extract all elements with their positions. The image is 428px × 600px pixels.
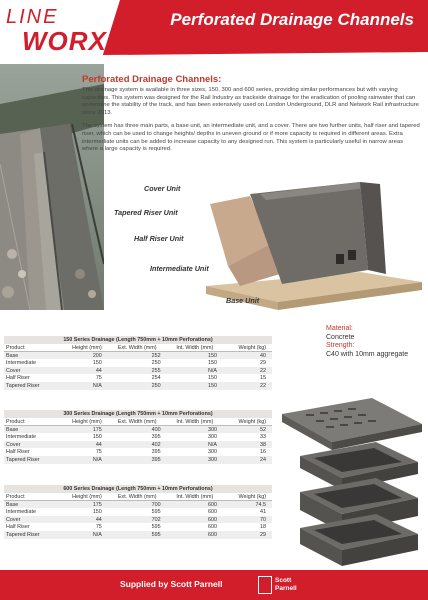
cell: 252 — [108, 352, 167, 360]
brand-line-2: Parnell — [275, 585, 297, 592]
cell: 595 — [108, 508, 167, 516]
table-row — [4, 501, 272, 509]
table-600-series — [4, 485, 272, 539]
table-row — [4, 441, 272, 449]
cell: 150 — [56, 359, 108, 367]
label-half-riser-unit: Half Riser Unit — [134, 234, 184, 243]
cell: 600 — [167, 501, 223, 509]
cell: 75 — [56, 523, 108, 531]
table-row — [4, 359, 272, 367]
intro-section — [82, 74, 420, 160]
cell: 300 — [167, 456, 223, 464]
cell: Tapered Riser — [4, 382, 56, 390]
table-header: Product — [4, 418, 56, 426]
cell: Half Riser — [4, 523, 56, 531]
strength-value: C40 with 10mm aggregate — [326, 350, 409, 358]
label-tapered-riser-unit: Tapered Riser Unit — [114, 208, 178, 217]
table-header: Ext. Width (mm) — [108, 344, 167, 352]
cell: Base — [4, 426, 56, 434]
table-row — [4, 448, 272, 456]
cell: 395 — [108, 456, 167, 464]
cell: 44 — [56, 516, 108, 524]
cell: 15 — [223, 374, 272, 382]
table-header: Height (mm) — [56, 493, 108, 501]
cell: 29 — [223, 359, 272, 367]
cell: 74.5 — [223, 501, 272, 509]
cell: Intermediate — [4, 359, 56, 367]
cell: 300 — [167, 448, 223, 456]
cell: 38 — [223, 441, 272, 449]
brand-line-1: Scott — [275, 577, 292, 584]
logo-worx-text: WORX — [22, 26, 107, 56]
table-header: Weight (kg) — [223, 418, 272, 426]
table-300-series — [4, 410, 272, 464]
table-caption: 600 Series Drainage (Length 750mm + 10mm Perforations) — [4, 485, 272, 493]
page-header — [0, 0, 428, 64]
cell: 75 — [56, 448, 108, 456]
table-header: Product — [4, 344, 56, 352]
cell: 16 — [223, 448, 272, 456]
exploded-units-illustration — [276, 362, 426, 567]
cell: 150 — [167, 382, 223, 390]
cell: N/A — [56, 531, 108, 539]
cell: 600 — [167, 508, 223, 516]
cell: 41 — [223, 508, 272, 516]
cell: Half Riser — [4, 448, 56, 456]
cell: 200 — [56, 352, 108, 360]
cell: 300 — [167, 426, 223, 434]
table-header: Product — [4, 493, 56, 501]
cell: 33 — [223, 433, 272, 441]
table-caption: 150 Series Drainage (Length 750mm + 10mm Perforations) — [4, 336, 272, 344]
cell: 70 — [223, 516, 272, 524]
table-row — [4, 352, 272, 360]
table-row — [4, 433, 272, 441]
cell: 400 — [108, 426, 167, 434]
cell: Half Riser — [4, 374, 56, 382]
table-row — [4, 531, 272, 539]
product-diagram — [110, 174, 422, 316]
material-value: Concrete — [326, 333, 355, 341]
cell: 150 — [167, 374, 223, 382]
supplied-by-text: Supplied by Scott Parnell — [120, 579, 223, 589]
cell: 175 — [56, 501, 108, 509]
intro-paragraph-2: The system has three main parts, a base unit, an intermediate unit, and a cover. There are two further units, half riser and tapered riser, which can be used to change heights/ depths in uneven ground or if more capacity is required in different areas. Extra intermediate units can be added to increase capacity to any designed run. This system is particularly useful in narrow areas where a large capacity is required. — [82, 123, 420, 153]
cell: 22 — [223, 367, 272, 375]
label-cover-unit: Cover Unit — [144, 184, 181, 193]
table-caption: 300 Series Drainage (Length 750mm + 10mm Perforations) — [4, 410, 272, 418]
label-intermediate-unit: Intermediate Unit — [150, 264, 209, 273]
table-row — [4, 367, 272, 375]
cell: 600 — [167, 531, 223, 539]
cell: N/A — [56, 456, 108, 464]
cell: 150 — [167, 352, 223, 360]
table-row — [4, 382, 272, 390]
table-row — [4, 523, 272, 531]
cell: Base — [4, 352, 56, 360]
cell: Intermediate — [4, 433, 56, 441]
cell: 600 — [167, 516, 223, 524]
drainage-channel-illustration — [110, 174, 422, 316]
cell: N/A — [56, 382, 108, 390]
cell: 75 — [56, 374, 108, 382]
cell: 22 — [223, 382, 272, 390]
cell: 595 — [108, 523, 167, 531]
cell: 150 — [56, 508, 108, 516]
cell: 44 — [56, 367, 108, 375]
table-row — [4, 516, 272, 524]
material-label: Material: — [326, 325, 353, 332]
cell: 175 — [56, 426, 108, 434]
cell: Cover — [4, 516, 56, 524]
table-row — [4, 374, 272, 382]
cell: 254 — [108, 374, 167, 382]
intro-paragraph-1: This drainage system is available in three sizes, 150, 300 and 600 series, providing similar performances but with varying capacities. This system was designed for the Rail Industry as trackside drainage for the eradication of pooling rainwater that can undermine the stability of the track, and has been extensively used on London Underground, DLR and Network Rail infrastructure since 2013. — [82, 87, 419, 116]
cell: Cover — [4, 441, 56, 449]
cell: 250 — [108, 382, 167, 390]
cell: 700 — [108, 501, 167, 509]
cell: N/A — [167, 441, 223, 449]
logo-line-text: LINE — [6, 6, 59, 28]
cell: 702 — [108, 516, 167, 524]
table-row — [4, 426, 272, 434]
cell: 402 — [108, 441, 167, 449]
cell: 44 — [56, 441, 108, 449]
table-header: Height (mm) — [56, 418, 108, 426]
cell: 395 — [108, 433, 167, 441]
material-info — [326, 325, 426, 359]
cell: 600 — [167, 523, 223, 531]
intro-heading: Perforated Drainage Channels: — [82, 74, 222, 85]
cell: 150 — [56, 433, 108, 441]
table-row — [4, 456, 272, 464]
cell: Cover — [4, 367, 56, 375]
scott-parnell-logo-mark — [258, 576, 272, 594]
table-header: Int. Width (mm) — [167, 418, 223, 426]
table-header: Weight (kg) — [223, 493, 272, 501]
table-header: Int. Width (mm) — [167, 344, 223, 352]
scott-parnell-logo — [258, 576, 318, 594]
cell: 52 — [223, 426, 272, 434]
table-header: Weight (kg) — [223, 344, 272, 352]
page-footer — [0, 570, 428, 600]
cell: Intermediate — [4, 508, 56, 516]
table-header: Ext. Width (mm) — [108, 493, 167, 501]
cell: Tapered Riser — [4, 456, 56, 464]
cell: 255 — [108, 367, 167, 375]
label-base-unit: Base Unit — [226, 296, 260, 305]
cell: 29 — [223, 531, 272, 539]
table-row — [4, 508, 272, 516]
table-header: Int. Width (mm) — [167, 493, 223, 501]
cell: 395 — [108, 448, 167, 456]
cell: N/A — [167, 367, 223, 375]
table-header: Height (mm) — [56, 344, 108, 352]
cell: 18 — [223, 523, 272, 531]
cell: 24 — [223, 456, 272, 464]
scott-parnell-logo-text — [275, 577, 297, 593]
cell: 300 — [167, 433, 223, 441]
cell: 250 — [108, 359, 167, 367]
strength-label: Strength: — [326, 342, 355, 349]
cell: 595 — [108, 531, 167, 539]
page-title: Perforated Drainage Channels — [170, 10, 414, 29]
cell: Tapered Riser — [4, 531, 56, 539]
table-header: Ext. Width (mm) — [108, 418, 167, 426]
cell: 150 — [167, 359, 223, 367]
table-150-series — [4, 336, 272, 390]
cell: Base — [4, 501, 56, 509]
cell: 40 — [223, 352, 272, 360]
